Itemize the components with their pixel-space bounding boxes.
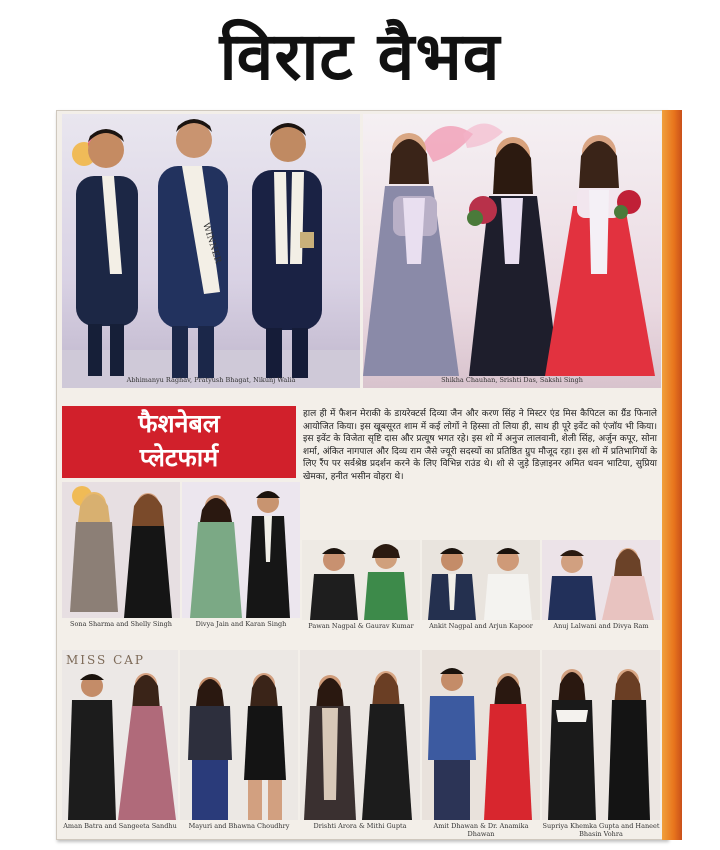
- photo-image: [62, 650, 178, 820]
- photo-card: [422, 540, 540, 640]
- masthead: [0, 0, 720, 108]
- article-body: हाल ही में फैशन मेराकी के डायरेक्टर्स दिव्या जैन और करण सिंह ने मिस्टर एंड मिस कैपिटल का ग्रैंड फिनाले आयोजित किया। इस खूबसूरत शाम में कई लोगों ने हिस्सा तो लिया ही, साथ ही पूरे इवेंट को एंजॉय भी किया। इस इवेंट के विजेता सृष्टि दास और प्रत्यूष भगत रहे। इस शो में अनुज लालवानी, शेली सिंह, अर्जुन कपूर, सोना शर्मा, अंकित नागपाल और दिव्य राम जैसे ज्यूरी सदस्यों का प्रतिष्ठित ग्रुप मौजूद रहा। इस शो में प्रतिभागियों के लिए रैंप पर सर्वश्रेष्ठ प्रदर्शन करने के लिए विभिन्न राउंड थे। शो से जुड़े डिज़ाइनर अमित धवन भाटिया, सुप्रिया खेमका, हनीत भसीन वोहरा थे।: [303, 409, 657, 482]
- photo-image: [422, 540, 540, 620]
- banner-line-2: प्लेटफार्म: [139, 443, 219, 472]
- photo-card: [300, 650, 420, 840]
- banner-line-1: फैशनेबल: [138, 409, 220, 438]
- hero-photo-miss-winners: [363, 114, 661, 388]
- winner-sash-text: WINNER: [200, 221, 223, 265]
- photo-caption: Ankit Nagpal and Arjun Kapoor: [429, 622, 533, 630]
- photo-card: [542, 650, 660, 840]
- photo-card: [62, 482, 180, 638]
- photo-caption: Divya Jain and Karan Singh: [195, 620, 287, 628]
- page-edge-stripe: [662, 110, 682, 840]
- section-banner: [62, 406, 296, 478]
- photo-caption: Anuj Lalwani and Divya Ram: [553, 622, 649, 630]
- photo-card: [182, 482, 300, 638]
- masthead-title: विराट वैभव: [219, 18, 501, 95]
- hero-photo-mister-winners: [62, 114, 360, 388]
- hero-left-caption: Abhimanyu Raghav, Pratyush Bhagat, Nikunj Walia: [126, 376, 296, 384]
- photo-image: [180, 650, 298, 820]
- mister-winners-illustration: [62, 114, 360, 388]
- photo-card: [62, 650, 178, 840]
- photo-caption: Pawan Nagpal & Gaurav Kumar: [308, 622, 414, 630]
- photo-card: [422, 650, 540, 840]
- photo-caption: Sona Sharma and Shelly Singh: [70, 620, 172, 628]
- photo-image: [62, 482, 180, 618]
- photo-caption: Aman Batra and Sangeeta Sandhu: [63, 822, 177, 830]
- backdrop-text: MISS CAP: [66, 653, 145, 667]
- photo-image: [300, 650, 420, 820]
- photo-image: [542, 540, 660, 620]
- hero-right-caption: Shikha Chauhan, Srishti Das, Sakshi Singh: [441, 376, 583, 384]
- photo-caption: Drishti Arora & Mithi Gupta: [313, 822, 407, 830]
- photo-caption: Mayuri and Bhawna Choudhry: [188, 822, 290, 830]
- photo-image: [182, 482, 300, 618]
- photo-card: [542, 540, 660, 640]
- photo-caption: Amit Dhawan & Dr. Anamika Dhawan: [433, 822, 529, 838]
- photo-card: [180, 650, 298, 840]
- photo-image: [542, 650, 660, 820]
- miss-winners-illustration: [363, 114, 661, 388]
- photo-image: [422, 650, 540, 820]
- photo-caption: Supriya Khemka Gupta and Haneet Bhasin Vohra: [542, 822, 660, 838]
- photo-card: [302, 540, 420, 640]
- photo-image: [302, 540, 420, 620]
